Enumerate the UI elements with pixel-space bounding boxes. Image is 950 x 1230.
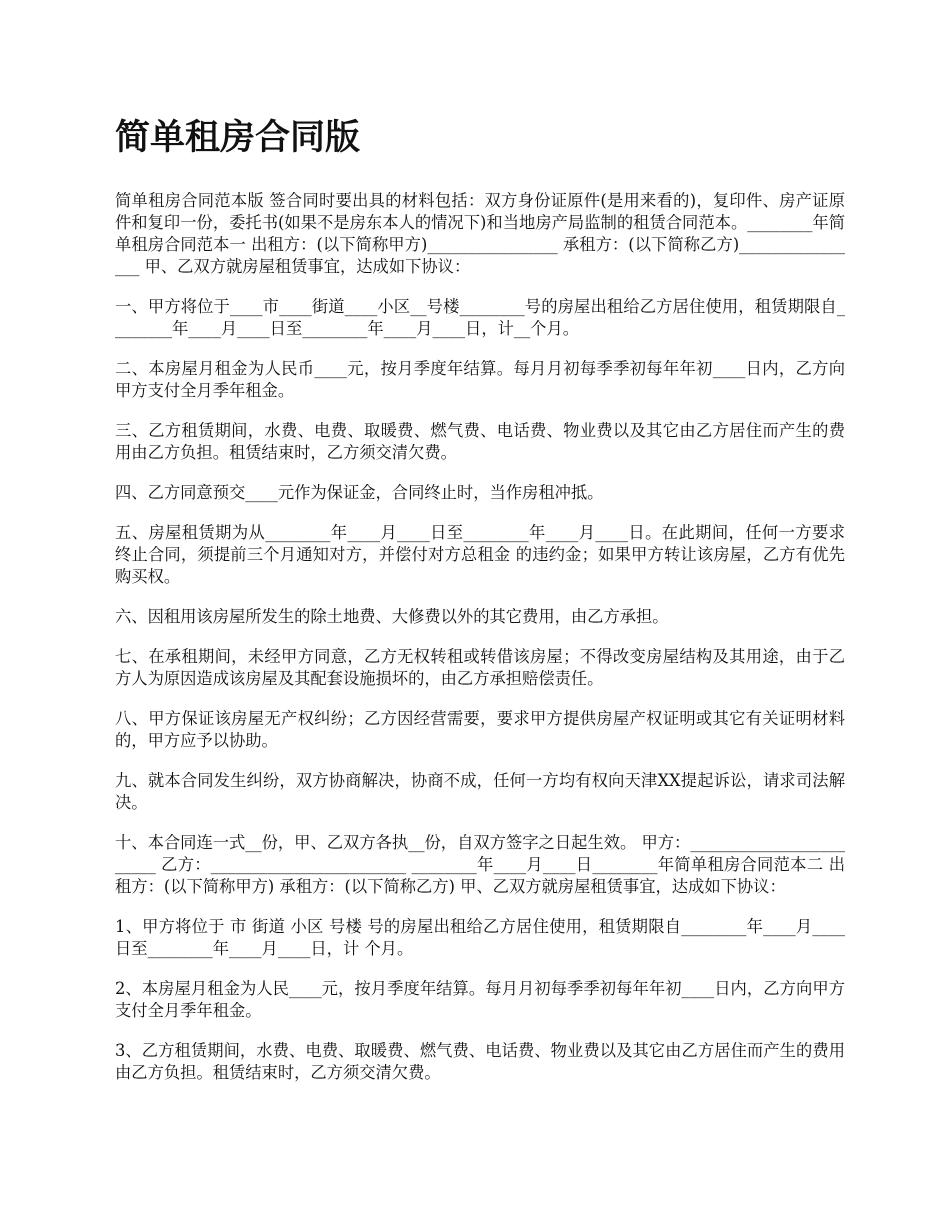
paragraph-clause-3: 三、乙方租赁期间，水费、电费、取暖费、燃气费、电话费、物业费以及其它由乙方居住而产生的费用由乙方负担。租赁结束时，乙方须交清欠费。	[115, 421, 845, 462]
paragraph-clause-9: 九、就本合同发生纠纷，双方协商解决，协商不成，任何一方均有权向天津XX提起诉讼，请求司法解决。	[115, 771, 845, 812]
paragraph-clause-10: 十、本合同连一式__份，甲、乙双方各执__份，自双方签字之日起生效。 甲方：________________________ 乙方：________________________ ________年____月____日________年简单租房合同范本二 出租方：(以下简称甲方) 承租方：(以下简称乙方) 甲、乙双方就房屋租赁事宜，达成如下协议：	[115, 833, 845, 896]
paragraph-contract2-clause-2: 2、本房屋月租金为人民____元，按月季度年结算。每月月初每季季初每年年初____日内，乙方向甲方支付全月季年租金。	[115, 979, 845, 1020]
paragraph-clause-8: 八、甲方保证该房屋无产权纠纷；乙方因经营需要，要求甲方提供房屋产权证明或其它有关证明材料的，甲方应予以协助。	[115, 709, 845, 750]
paragraph-clause-6: 六、因租用该房屋所发生的除土地费、大修费以外的其它费用，由乙方承担。	[115, 607, 669, 626]
document-page	[115, 108, 845, 1102]
paragraph-clause-5: 五、房屋租赁期为从________年____月____日至________年____月____日。在此期间，任何一方要求终止合同，须提前三个月通知对方，并偿付对方总租金 的违约金；如果甲方转让该房屋，乙方有优先购买权。	[115, 523, 845, 586]
paragraph-contract2-clause-1: 1、甲方将位于 市 街道 小区 号楼 号的房屋出租给乙方居住使用，租赁期限自________年____月____日至________年____月____日，计 个月。	[115, 917, 845, 958]
paragraph-contract2-clause-3: 3、乙方租赁期间，水费、电费、取暖费、燃气费、电话费、物业费以及其它由乙方居住而产生的费用由乙方负担。租赁结束时，乙方须交清欠费。	[115, 1041, 845, 1082]
paragraph-clause-2: 二、本房屋月租金为人民币____元，按月季度年结算。每月月初每季季初每年年初____日内，乙方向甲方支付全月季年租金。	[115, 359, 845, 400]
paragraph-clause-7: 七、在承租期间，未经甲方同意，乙方无权转租或转借该房屋；不得改变房屋结构及其用途，由于乙方人为原因造成该房屋及其配套设施损坏的，由乙方承担赔偿责任。	[115, 647, 845, 688]
document-title: 简单租房合同版	[115, 117, 361, 158]
paragraph-clause-4: 四、乙方同意预交____元作为保证金，合同终止时，当作房租冲抵。	[115, 483, 604, 502]
paragraph-clause-1: 一、甲方将位于____市____街道____小区__号楼________号的房屋出租给乙方居住使用，租赁期限自________年____月____日至________年____月____日，计__个月。	[115, 297, 845, 338]
paragraph-intro: 简单租房合同范本版 签合同时要出具的材料包括：双方身份证原件(是用来看的)，复印件、房产证原件和复印一份，委托书(如果不是房东本人的情况下)和当地房产局监制的租赁合同范本。________年简单租房合同范本一 出租方：(以下简称甲方)________________ 承租方：(以下简称乙方)________________ 甲、乙双方就房屋租赁事宜，达成如下协议：	[115, 191, 845, 276]
